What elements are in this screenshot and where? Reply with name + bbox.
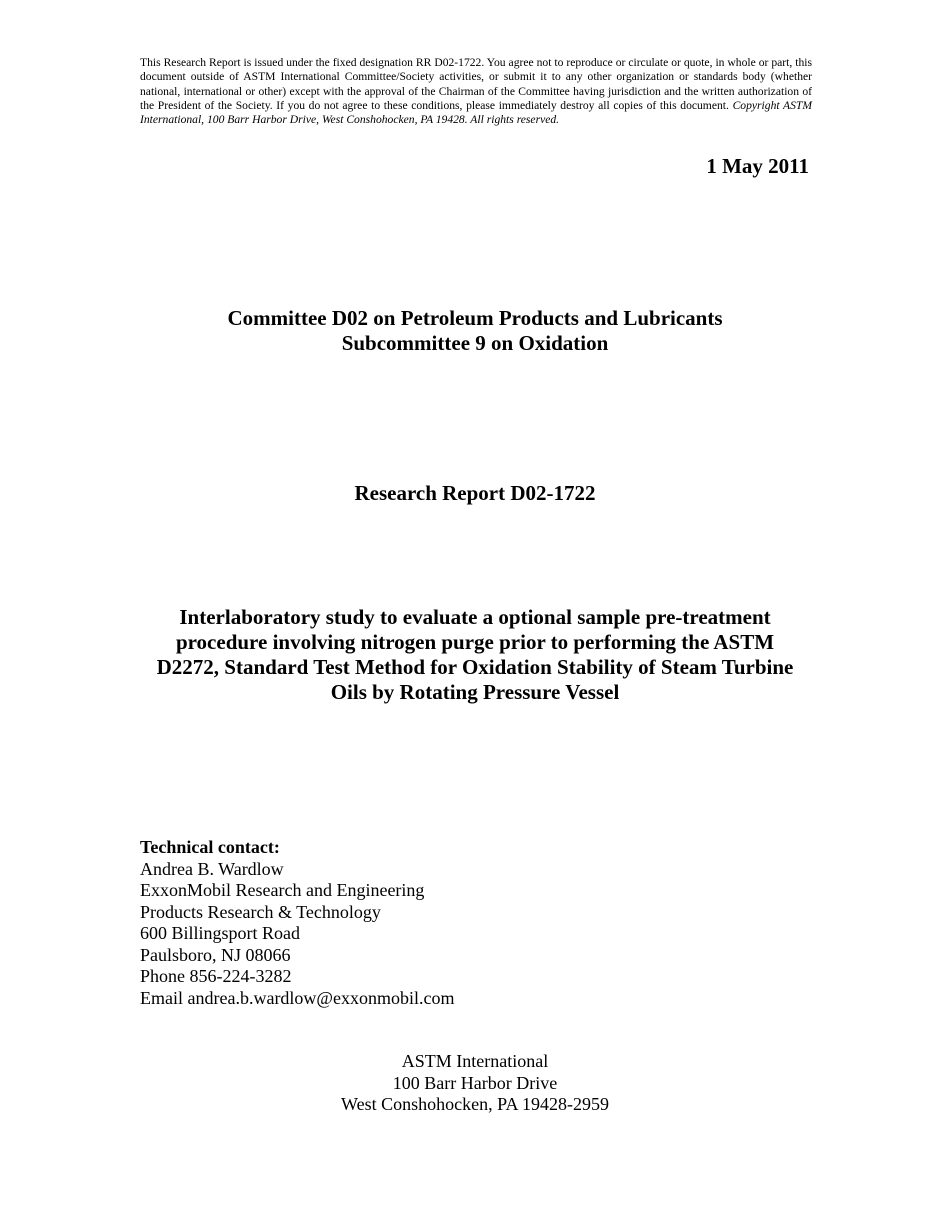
technical-contact (140, 837, 455, 1009)
contact-organization: ExxonMobil Research and Engineering (140, 880, 425, 900)
contact-department: Products Research & Technology (140, 901, 381, 922)
astm-address (275, 1051, 675, 1116)
committee-heading (130, 306, 820, 356)
distribution-notice (140, 56, 812, 127)
committee-name: Committee D02 on Petroleum Products and Lubricants (227, 306, 723, 330)
study-title-line-1: Interlaboratory study to evaluate a optional sample pre-treatment (179, 605, 771, 629)
contact-heading: Technical contact: (140, 837, 280, 857)
contact-city: Paulsboro, NJ 08066 (140, 944, 291, 965)
contact-street: 600 Billingsport Road (140, 923, 301, 943)
notice-text: This Research Report is issued under the fixed designation RR D02-1722. You agree not to reproduce or circulate or quote, in whole or part, this document outside of ASTM International Committee/Society activities, or submit it to any other organization or standards body (whether national, international or other) except with the approval of the Chairman of the Committee having jurisdiction and the written authorization of the President of the Society. If you do not agree to these conditions, please immediately destroy all copies of this document. (140, 56, 812, 112)
contact-name: Andrea B. Wardlow (140, 858, 284, 879)
report-date: 1 May 2011 (706, 154, 809, 178)
study-title-line-2: procedure involving nitrogen purge prior to performing the ASTM (175, 630, 775, 654)
contact-email: Email andrea.b.wardlow@exxonmobil.com (140, 987, 455, 1008)
study-title-line-4: Oils by Rotating Pressure Vessel (330, 680, 620, 704)
contact-phone: Phone 856-224-3282 (140, 966, 292, 986)
report-id: Research Report D02-1722 (354, 481, 596, 505)
study-title-line-3: D2272, Standard Test Method for Oxidation Stability of Steam Turbine (156, 655, 794, 679)
study-title (130, 605, 820, 705)
subcommittee-name: Subcommittee 9 on Oxidation (341, 331, 609, 355)
astm-city: West Conshohocken, PA 19428-2959 (341, 1094, 609, 1114)
copyright-notice: Copyright ASTM International, 100 Barr Harbor Drive, West Conshohocken, PA 19428. All rights reserved. (140, 98, 813, 127)
astm-name: ASTM International (401, 1051, 549, 1071)
astm-street: 100 Barr Harbor Drive (392, 1072, 558, 1093)
